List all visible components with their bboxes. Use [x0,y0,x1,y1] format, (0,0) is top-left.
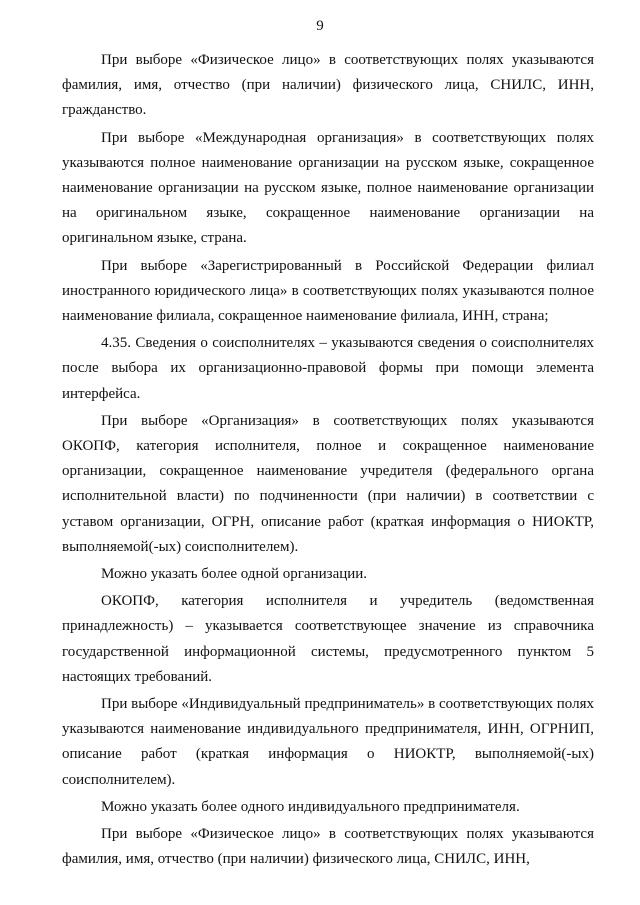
paragraph: При выборе «Физическое лицо» в соответствующих полях указываются фамилия, имя, отчество (при наличии) физического лица, СНИЛС, ИНН, [62,826,594,868]
paragraph: 4.35. Сведения о соисполнителях – указываются сведения о соисполнителях после выбора их организационно-правовой формы при помощи элемента интерфейса. [62,335,594,402]
paragraph: Можно указать более одной организации. [101,566,368,583]
paragraph: Можно указать более одного индивидуального предпринимателя. [101,798,520,815]
paragraph: При выборе «Физическое лицо» в соответствующих полях указываются фамилия, имя, отчество (при наличии) физического лица, СНИЛС, ИНН, гражданство. [62,52,594,119]
paragraph: При выборе «Организация» в соответствующих полях указываются ОКОПФ, категория исполнителя, полное и сокращенное наименование организации, сокращенное наименование учредителя (федерального органа исполнительной власти) по подчиненности (при наличии) в соответствии с уставом организации, ОГРН, описание работ (краткая информация о НИОКТР, выполняемой(-ых) соисполнителем). [62,412,594,555]
page-number: 9 [316,18,324,34]
paragraph: При выборе «Международная организация» в соответствующих полях указываются полное наименование организации на русском языке, сокращенное наименование организации на русском языке, полное наименование организации на оригинальном языке, сокращенное наименование организации на оригинальном языке, страна. [62,129,594,247]
paragraph: При выборе «Зарегистрированный в Российской Федерации филиал иностранного юридического лица» в соответствующих полях указываются полное наименование филиала, сокращенное наименование филиала, ИНН, страна; [62,257,594,325]
paragraph: ОКОПФ, категория исполнителя и учредитель (ведомственная принадлежность) – указывается соответствующее значение из справочника государственной информационной системы, предусмотренного пунктом 5 настоящих требований. [62,593,594,685]
document-body [62,48,594,873]
paragraph: При выборе «Индивидуальный предприниматель» в соответствующих полях указываются наименование индивидуального предпринимателя, ИНН, ОГРНИП, описание работ (краткая информация о НИОКТР, выполняемой(-ых) соисполнителем). [62,696,594,788]
